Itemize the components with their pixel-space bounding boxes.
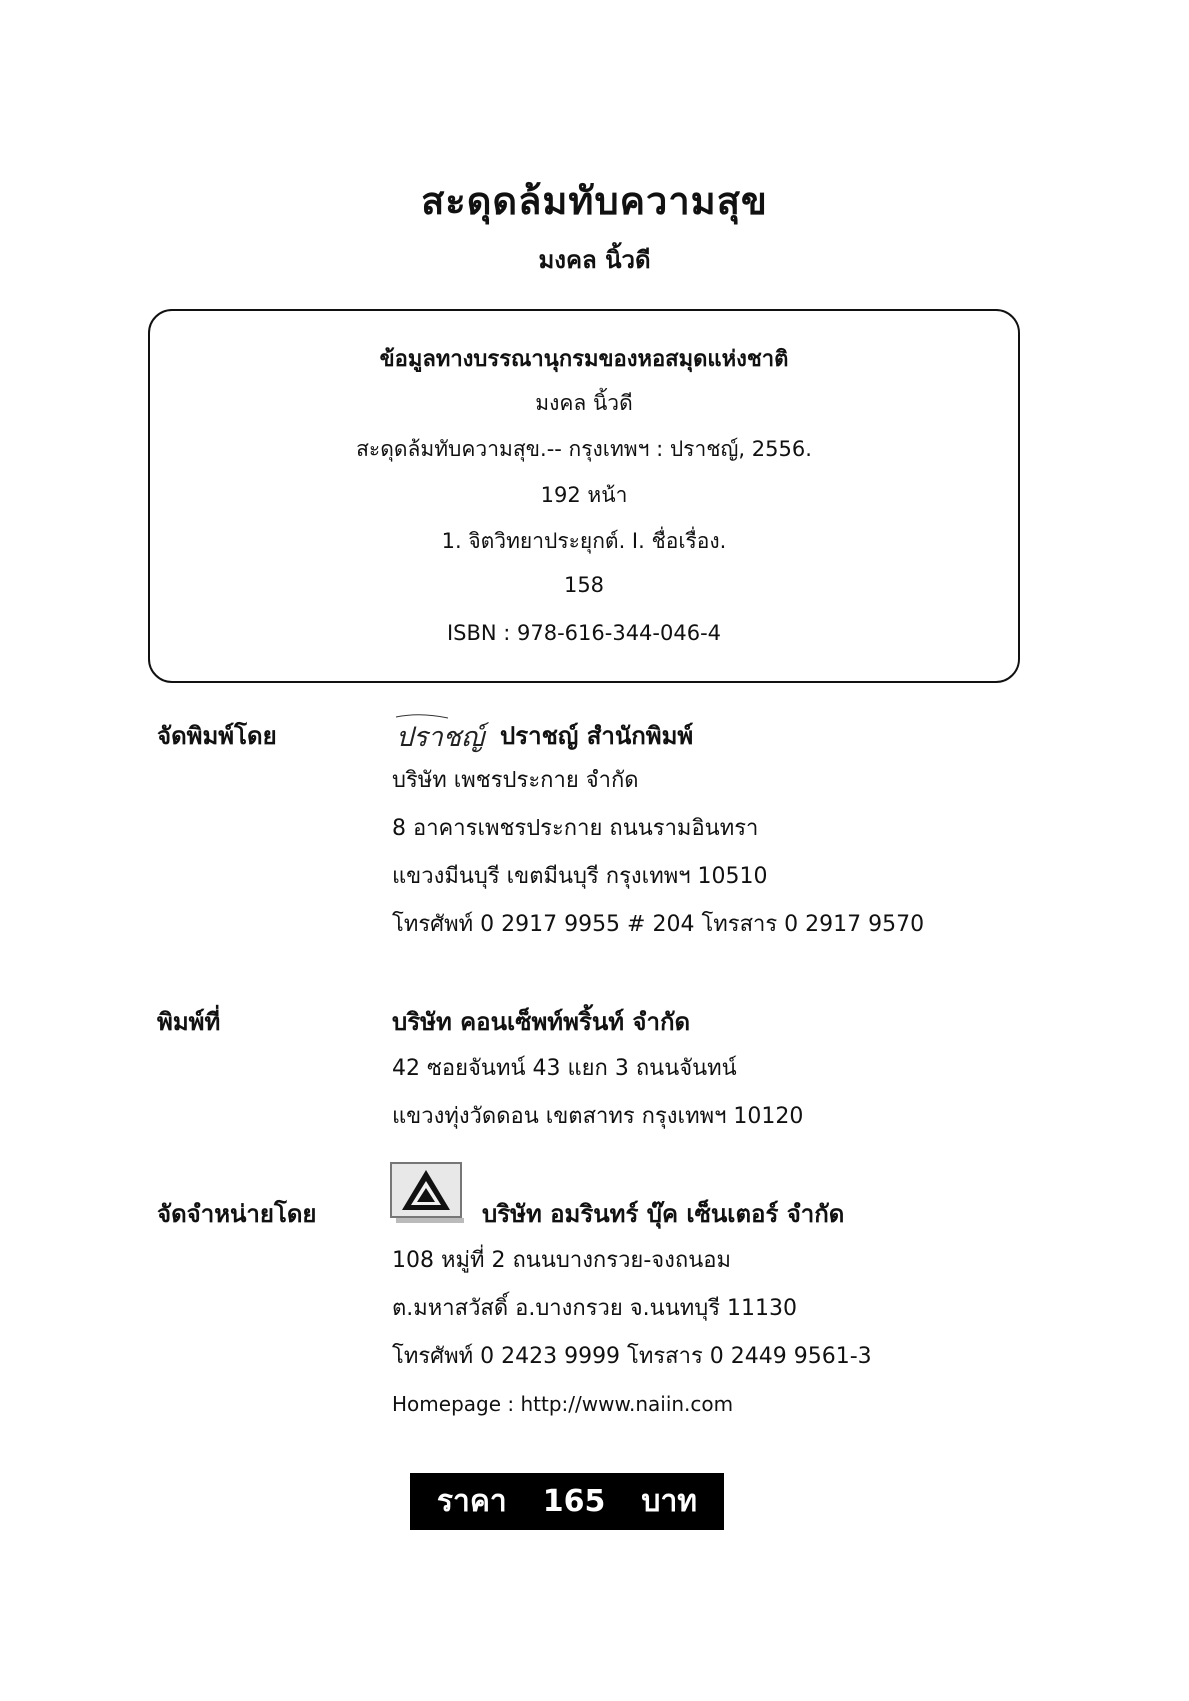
cip-heading: ข้อมูลทางบรรณานุกรมของหอสมุดแห่งชาติ (379, 347, 789, 372)
price-amount: 165 (542, 1484, 606, 1519)
printer-line: แขวงทุ่งวัดดอน เขตสาทร กรุงเทพฯ 10120 (392, 1104, 804, 1129)
publisher-line: แขวงมีนบุรี เขตมีนบุรี กรุงเทพฯ 10510 (392, 864, 768, 889)
cip-line: 158 (563, 573, 605, 597)
distributor-homepage: Homepage : http://www.naiin.com (392, 1392, 734, 1416)
prach-logo-text: ปราชญ์ (396, 722, 485, 753)
distributor-name: บริษัท อมรินทร์ บุ๊ค เซ็นเตอร์ จำกัด (482, 1200, 845, 1228)
cip-isbn: ISBN : 978-616-344-046-4 (446, 621, 722, 645)
distributor-label: จัดจำหน่ายโดย (157, 1200, 317, 1228)
publisher-name: ปราชญ์ สำนักพิมพ์ (500, 722, 694, 750)
publisher-line: บริษัท เพชรประกาย จำกัด (392, 768, 639, 793)
book-author: มงคล นิ้วดี (538, 246, 651, 274)
distributor-phone: โทรศัพท์ 0 2423 9999 โทรสาร 0 2449 9561-3 (392, 1344, 872, 1369)
price-box (410, 1473, 724, 1530)
publisher-phone: โทรศัพท์ 0 2917 9955 # 204 โทรสาร 0 2917 9570 (392, 912, 925, 937)
cip-line: มงคล นิ้วดี (535, 391, 633, 415)
cip-line: 1. จิตวิทยาประยุกต์. I. ชื่อเรื่อง. (441, 529, 727, 553)
printer-label: พิมพ์ที่ (157, 1008, 221, 1036)
book-title: สะดุดล้มทับความสุข (421, 179, 768, 223)
publisher-line: 8 อาคารเพชรประกาย ถนนรามอินทรา (392, 816, 759, 841)
distributor-line: 108 หมู่ที่ 2 ถนนบางกรวย-จงถนอม (392, 1248, 731, 1273)
prach-logo-icon (390, 713, 490, 753)
publisher-label: จัดพิมพ์โดย (157, 722, 277, 750)
distributor-line: ต.มหาสวัสดิ์ อ.บางกรวย จ.นนทบุรี 11130 (392, 1296, 797, 1321)
printer-name: บริษัท คอนเซ็พท์พริ้นท์ จำกัด (392, 1008, 691, 1036)
printer-line: 42 ซอยจันทน์ 43 แยก 3 ถนนจันทน์ (392, 1056, 737, 1081)
cataloging-in-publication-box (148, 309, 1020, 683)
amarin-logo-icon (390, 1162, 466, 1224)
cip-line: 192 หน้า (540, 483, 628, 507)
price-label: ราคา (436, 1484, 507, 1519)
price-currency: บาท (641, 1484, 698, 1519)
cip-line: สะดุดล้มทับความสุข.-- กรุงเทพฯ : ปราชญ์, 2556. (356, 437, 812, 461)
